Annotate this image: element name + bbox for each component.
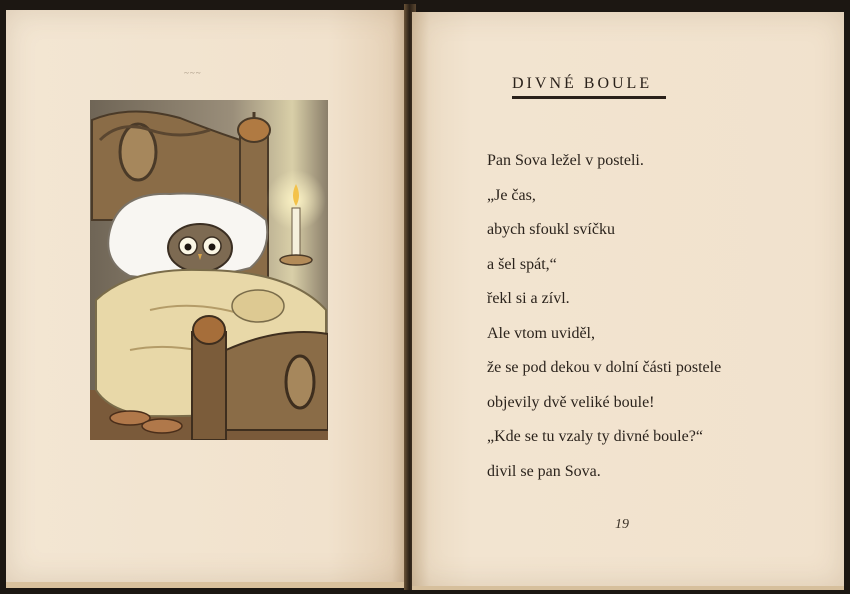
text-line: abych sfoukl svíčku	[487, 221, 615, 238]
right-page	[412, 12, 844, 590]
chapter-title: DIVNÉ BOULE	[512, 75, 653, 92]
text-line: že se pod dekou v dolní části postele	[487, 359, 722, 376]
title-underline	[512, 96, 666, 99]
text-line: řekl si a zívl.	[487, 290, 570, 307]
left-page	[6, 10, 408, 588]
illustration-drawing	[90, 100, 328, 440]
text-line: divil se pan Sova.	[487, 462, 601, 480]
text-line: objevily dvě veliké boule!	[487, 393, 655, 411]
text-line: „Kde se tu vzaly ty divné boule?“	[487, 428, 703, 445]
text-line: Ale vtom uviděl,	[487, 324, 595, 342]
page-number: 19	[615, 517, 629, 532]
text-line: a šel spát,“	[487, 255, 557, 273]
text-line: „Je čas,	[487, 186, 536, 204]
text-line: Pan Sova ležel v posteli.	[487, 152, 644, 169]
story-text	[487, 144, 721, 489]
pencil-mark: ~~~	[184, 68, 202, 78]
owl-in-bed-illustration	[90, 100, 328, 440]
